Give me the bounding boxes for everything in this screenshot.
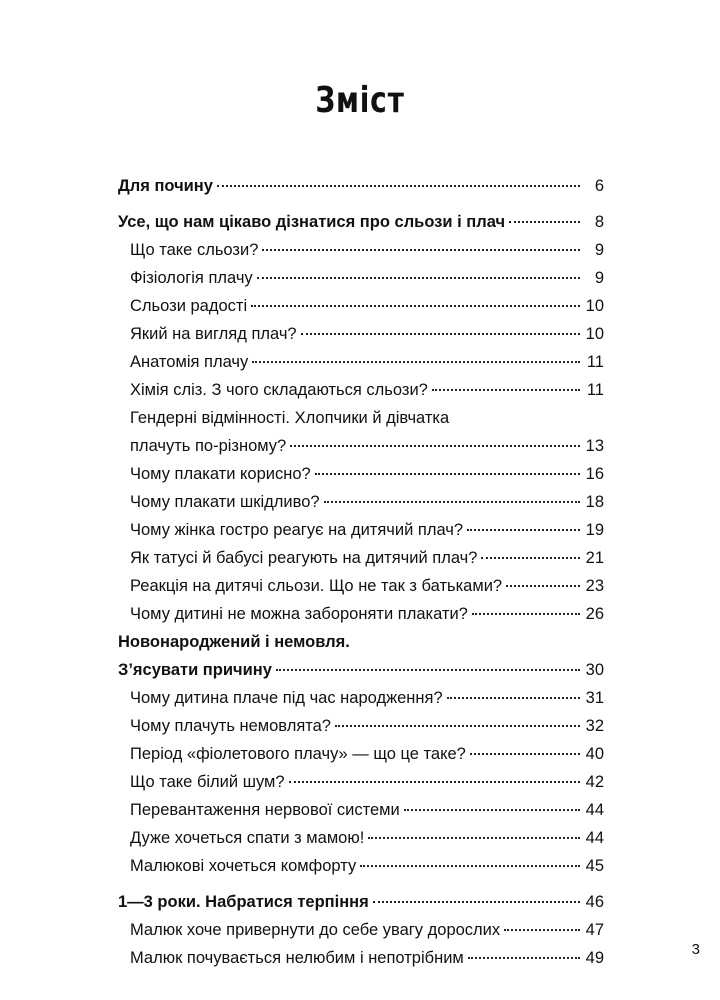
dot-leader	[472, 613, 580, 615]
dot-leader	[276, 669, 580, 671]
toc-entry[interactable]	[118, 852, 604, 880]
dot-leader	[301, 333, 580, 335]
toc-entry[interactable]	[118, 516, 604, 544]
table-of-contents	[118, 172, 604, 972]
page-title: Зміст	[315, 80, 405, 121]
toc-entry-page: 49	[585, 949, 604, 967]
dot-leader	[251, 305, 580, 307]
toc-entry-page: 13	[585, 437, 604, 455]
dot-leader	[432, 389, 580, 391]
toc-entry-title: З’ясувати причину	[118, 661, 272, 679]
toc-entry-title: Хімія сліз. З чого складаються сльози?	[130, 381, 428, 399]
toc-entry-title: Чому дитині не можна забороняти плакати?	[130, 605, 468, 623]
toc-entry-title: Реакція на дитячі сльози. Що не так з батьками?	[130, 577, 503, 595]
toc-entry-page: 19	[585, 521, 604, 539]
toc-entry-page: 44	[585, 829, 604, 847]
dot-leader	[504, 929, 579, 931]
toc-entry[interactable]	[118, 712, 604, 740]
toc-entry-page: 9	[594, 241, 604, 259]
dot-leader	[509, 221, 580, 223]
dot-leader	[468, 957, 580, 959]
toc-entry-page: 32	[585, 717, 604, 735]
toc-entry-page: 31	[585, 689, 604, 707]
dot-leader	[252, 361, 580, 363]
toc-entry-page: 44	[585, 801, 604, 819]
toc-entry[interactable]	[118, 432, 604, 460]
toc-entry-page: 45	[585, 857, 604, 875]
toc-entry[interactable]	[118, 376, 604, 404]
toc-entry-title: Малюкові хочеться комфорту	[130, 857, 357, 875]
toc-entry-title: Чому дитина плаче під час народження?	[130, 689, 443, 707]
toc-entry-page: 30	[585, 661, 604, 679]
dot-leader	[262, 249, 580, 251]
toc-entry-page: 11	[586, 381, 604, 399]
toc-entry-title: Дуже хочеться спати з мамою!	[130, 829, 365, 847]
toc-entry[interactable]	[118, 740, 604, 768]
toc-entry[interactable]	[118, 944, 604, 972]
toc-entry-title: Як татусі й бабусі реагують на дитячий плач?	[130, 549, 478, 567]
toc-entry[interactable]	[118, 320, 604, 348]
toc-entry-title: Чому жінка гостро реагує на дитячий плач?	[130, 521, 464, 539]
toc-entry[interactable]	[118, 572, 604, 600]
toc-entry-title: Малюк почувається нелюбим і непотрібним	[130, 949, 464, 967]
toc-entry[interactable]	[118, 208, 604, 236]
toc-entry[interactable]	[118, 264, 604, 292]
toc-entry-title: Чому плакати корисно?	[130, 465, 311, 483]
toc-entry-title-line[interactable]: Новонароджений і немовля.	[118, 633, 350, 651]
dot-leader	[324, 501, 580, 503]
dot-leader	[470, 753, 580, 755]
toc-entry[interactable]	[118, 796, 604, 824]
dot-leader	[373, 901, 580, 903]
toc-entry-page: 18	[585, 493, 604, 511]
toc-entry[interactable]	[118, 460, 604, 488]
toc-entry-page: 21	[585, 549, 604, 567]
dot-leader	[217, 185, 580, 187]
dot-leader	[404, 809, 580, 811]
toc-entry-page: 16	[585, 465, 604, 483]
toc-entry[interactable]	[118, 656, 604, 684]
dot-leader	[368, 837, 579, 839]
toc-entry-title: Чому плакати шкідливо?	[130, 493, 320, 511]
toc-entry[interactable]	[118, 824, 604, 852]
dot-leader	[360, 865, 579, 867]
toc-entry-title: Для почину	[118, 177, 213, 195]
toc-entry-page: 11	[586, 353, 604, 371]
toc-entry-title: плачуть по-різному?	[130, 437, 287, 455]
toc-entry-page: 47	[585, 921, 604, 939]
toc-entry[interactable]	[118, 348, 604, 376]
dot-leader	[289, 781, 580, 783]
dot-leader	[481, 557, 579, 559]
toc-entry-title: Перевантаження нервової системи	[130, 801, 400, 819]
toc-entry[interactable]	[118, 888, 604, 916]
dot-leader	[506, 585, 580, 587]
toc-entry-title: Чому плачуть немовлята?	[130, 717, 331, 735]
toc-entry-title: Сльози радості	[130, 297, 248, 315]
toc-entry-title: Який на вигляд плач?	[130, 325, 297, 343]
toc-entry-page: 26	[585, 605, 604, 623]
page-number: 3	[691, 941, 700, 958]
toc-entry-title: Малюк хоче привернути до себе увагу дорослих	[130, 921, 501, 939]
toc-entry[interactable]	[118, 236, 604, 264]
toc-entry[interactable]	[118, 172, 604, 200]
toc-entry-title: 1—3 роки. Набратися терпіння	[118, 893, 369, 911]
toc-entry[interactable]	[118, 768, 604, 796]
toc-entry-title: Фізіологія плачу	[130, 269, 253, 287]
toc-entry-page: 9	[594, 269, 604, 287]
toc-entry[interactable]	[118, 684, 604, 712]
toc-entry-page: 10	[585, 297, 604, 315]
dot-leader	[335, 725, 580, 727]
toc-entry[interactable]	[118, 292, 604, 320]
toc-entry[interactable]	[118, 916, 604, 944]
toc-entry-page: 10	[585, 325, 604, 343]
toc-entry-page: 6	[594, 177, 604, 195]
toc-entry-page: 42	[585, 773, 604, 791]
toc-entry-title: Усе, що нам цікаво дізнатися про сльози і плач	[118, 213, 506, 231]
dot-leader	[257, 277, 580, 279]
toc-entry-title: Період «фіолетового плачу» — що це таке?	[130, 745, 466, 763]
toc-entry-title-line[interactable]: Гендерні відмінності. Хлопчики й дівчатка	[130, 409, 450, 427]
dot-leader	[315, 473, 580, 475]
toc-entry-page: 23	[585, 577, 604, 595]
toc-entry[interactable]	[118, 544, 604, 572]
toc-entry-title: Анатомія плачу	[130, 353, 249, 371]
toc-entry-title: Що таке білий шум?	[130, 773, 285, 791]
toc-entry[interactable]	[118, 600, 604, 628]
toc-entry-page: 46	[585, 893, 604, 911]
toc-entry-title: Що таке сльози?	[130, 241, 259, 259]
toc-entry[interactable]	[118, 488, 604, 516]
dot-leader	[447, 697, 580, 699]
dot-leader	[290, 445, 579, 447]
toc-entry-page: 40	[585, 745, 604, 763]
dot-leader	[467, 529, 580, 531]
toc-entry-page: 8	[594, 213, 604, 231]
